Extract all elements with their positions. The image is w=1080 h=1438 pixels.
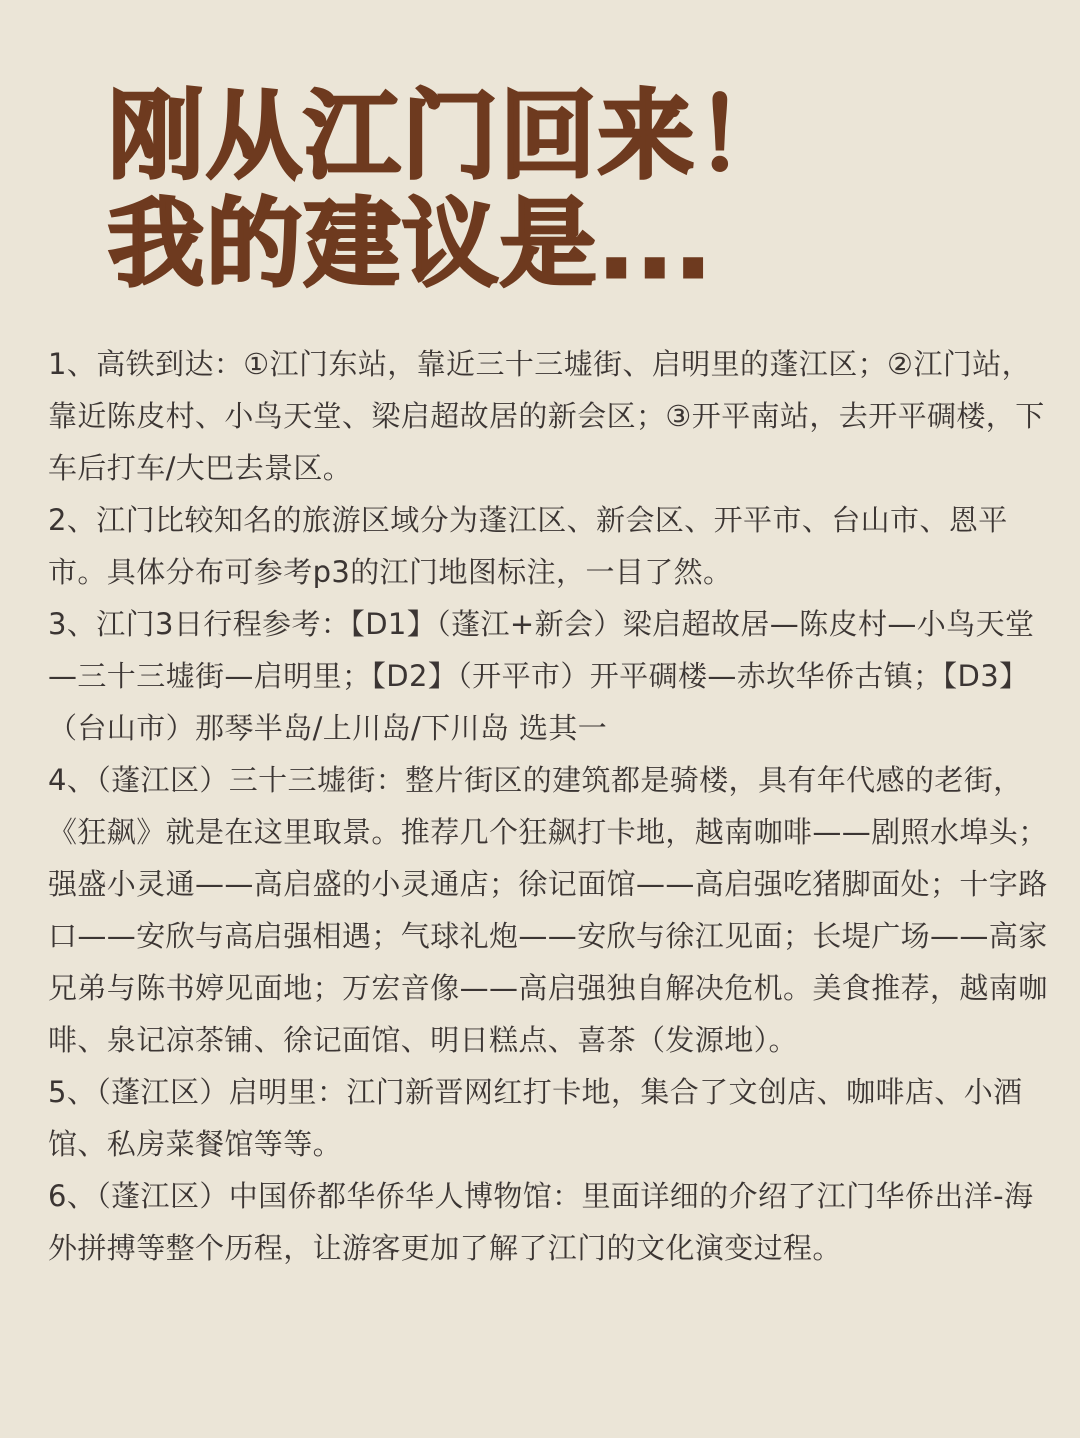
tip-item-3: 3、江门3日行程参考：【D1】（蓬江+新会）梁启超故居—陈皮村—小鸟天堂—三十三墟街—启明里；【D2】（开平市）开平碉楼—赤坎华侨古镇；【D3】（台山市）那琴半岛/上川岛/下川岛 选其一 — [48, 607, 1035, 745]
tip-item-1: 1、高铁到达：①江门东站，靠近三十三墟街、启明里的蓬江区；②江门站，靠近陈皮村、小鸟天堂、梁启超故居的新会区；③开平南站，去开平碉楼，下车后打车/大巴去景区。 — [48, 347, 1045, 485]
tip-item-4: 4、（蓬江区）三十三墟街：整片街区的建筑都是骑楼，具有年代感的老街，《狂飙》就是在这里取景。推荐几个狂飙打卡地，越南咖啡——剧照水埠头；强盛小灵通——高启盛的小灵通店；徐记面馆——高启强吃猪脚面处；十字路口——安欣与高启强相遇；气球礼炮——安欣与徐江见面；长堤广场——高家兄弟与陈书婷见面地；万宏音像——高启强独自解决危机。美食推荐，越南咖啡、泉记凉茶铺、徐记面馆、明日糕点、喜茶（发源地）。 — [48, 763, 1048, 1057]
tips-list — [48, 338, 1058, 1274]
tip-item-6: 6、（蓬江区）中国侨都华侨华人博物馆：里面详细的介绍了江门华侨出洋-海外拼搏等整个历程，让游客更加了解了江门的文化演变过程。 — [48, 1179, 1034, 1265]
title-line-2: 我的建议是... — [108, 188, 714, 300]
tip-item-5: 5、（蓬江区）启明里：江门新晋网红打卡地，集合了文创店、咖啡店、小酒馆、私房菜餐馆等等。 — [48, 1075, 1023, 1161]
page-title — [108, 82, 794, 298]
title-line-1: 刚从江门回来！ — [108, 80, 794, 192]
tip-item-2: 2、江门比较知名的旅游区域分为蓬江区、新会区、开平市、台山市、恩平市。具体分布可参考p3的江门地图标注，一目了然。 — [48, 503, 1008, 589]
